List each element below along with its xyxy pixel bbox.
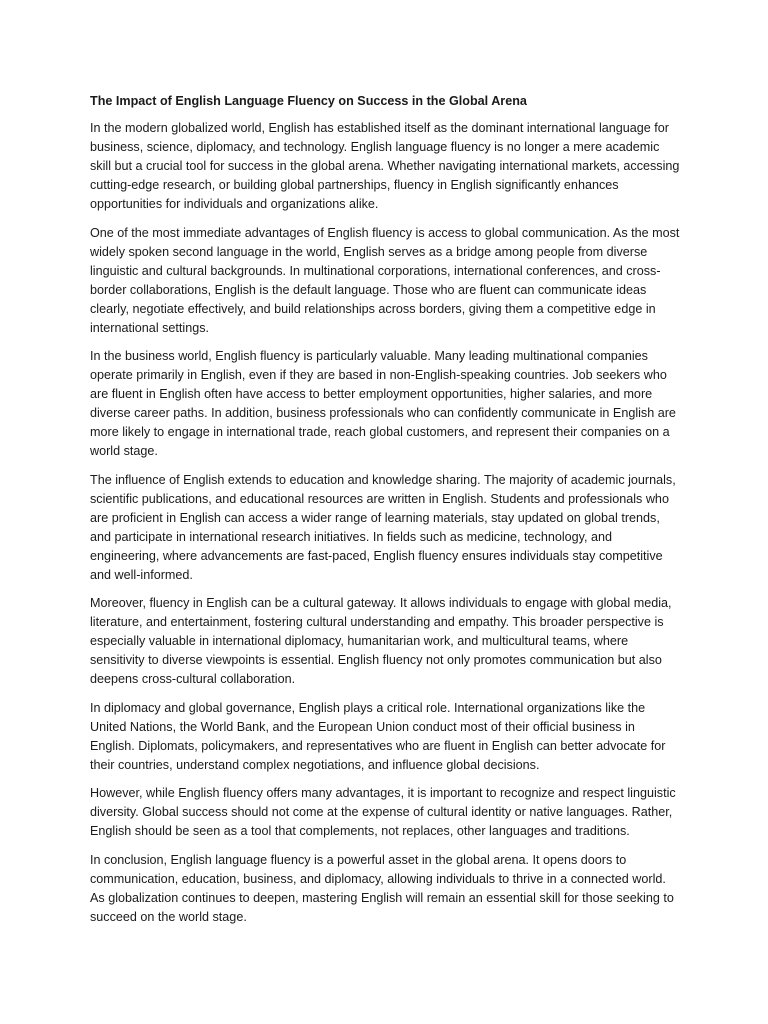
paragraph-8: In conclusion, English language fluency is a powerful asset in the global arena. It opens doors to communication, education, business, and diplomacy, allowing individuals to thrive in a connected world. As globalization continues to deepen, mastering English will remain an essential skill for those seeking to succeed on the world stage. bbox=[90, 852, 674, 924]
paragraph-1: In the modern globalized world, English has established itself as the dominant international language for business, science, diplomacy, and technology. English language fluency is no longer a mere academic skill but a crucial tool for success in the global arena. Whether navigating international markets, accessing cutting-edge research, or building global partnerships, fluency in English significantly enhances opportunities for individuals and organizations alike. bbox=[90, 121, 680, 211]
paragraph-5: Moreover, fluency in English can be a cultural gateway. It allows individuals to engage with global media, literature, and entertainment, fostering cultural understanding and empathy. This broader perspective is especially valuable in international diplomacy, humanitarian work, and multicultural teams, where sensitivity to diverse viewpoints is essential. English fluency not only promotes communication but also deepens cross-cultural collaboration. bbox=[90, 596, 672, 686]
paragraph-7: However, while English fluency offers many advantages, it is important to recognize and respect linguistic diversity. Global success should not come at the expense of cultural identity or native languages. Rather, English should be seen as a tool that complements, not replaces, other languages and traditions. bbox=[90, 786, 676, 838]
paragraph-6: In diplomacy and global governance, English plays a critical role. International organizations like the United Nations, the World Bank, and the European Union conduct most of their official business in English. Diplomats, policymakers, and representatives who are fluent in English can better advocate for their countries, understand complex negotiations, and influence global decisions. bbox=[90, 700, 666, 772]
paragraph-2: One of the most immediate advantages of English fluency is access to global communication. As the most widely spoken second language in the world, English serves as a bridge among people from diverse linguistic and cultural backgrounds. In multinational corporations, international conferences, and cross-border collaborations, English is the default language. Those who are fluent can communicate ideas clearly, negotiate effectively, and build relationships across borders, giving them a competitive edge in international settings. bbox=[90, 225, 680, 335]
paragraph-3: In the business world, English fluency is particularly valuable. Many leading multinational companies operate primarily in English, even if they are based in non-English-speaking countries. Job seekers who are fluent in English often have access to better employment opportunities, higher salaries, and more diverse career paths. In addition, business professionals who can confidently communicate in English are more likely to engage in international trade, reach global customers, and represent their companies on a world stage. bbox=[90, 349, 676, 458]
document-title: The Impact of English Language Fluency on Success in the Global Arena bbox=[90, 94, 527, 108]
paragraph-4: The influence of English extends to education and knowledge sharing. The majority of academic journals, scientific publications, and educational resources are written in English. Students and professionals who are proficient in English can access a wider range of learning materials, stay updated on global trends, and participate in international research initiatives. In fields such as medicine, technology, and engineering, where advancements are fast-paced, English fluency ensures individuals stay competitive and well-informed. bbox=[90, 472, 676, 582]
document-body bbox=[90, 92, 680, 936]
